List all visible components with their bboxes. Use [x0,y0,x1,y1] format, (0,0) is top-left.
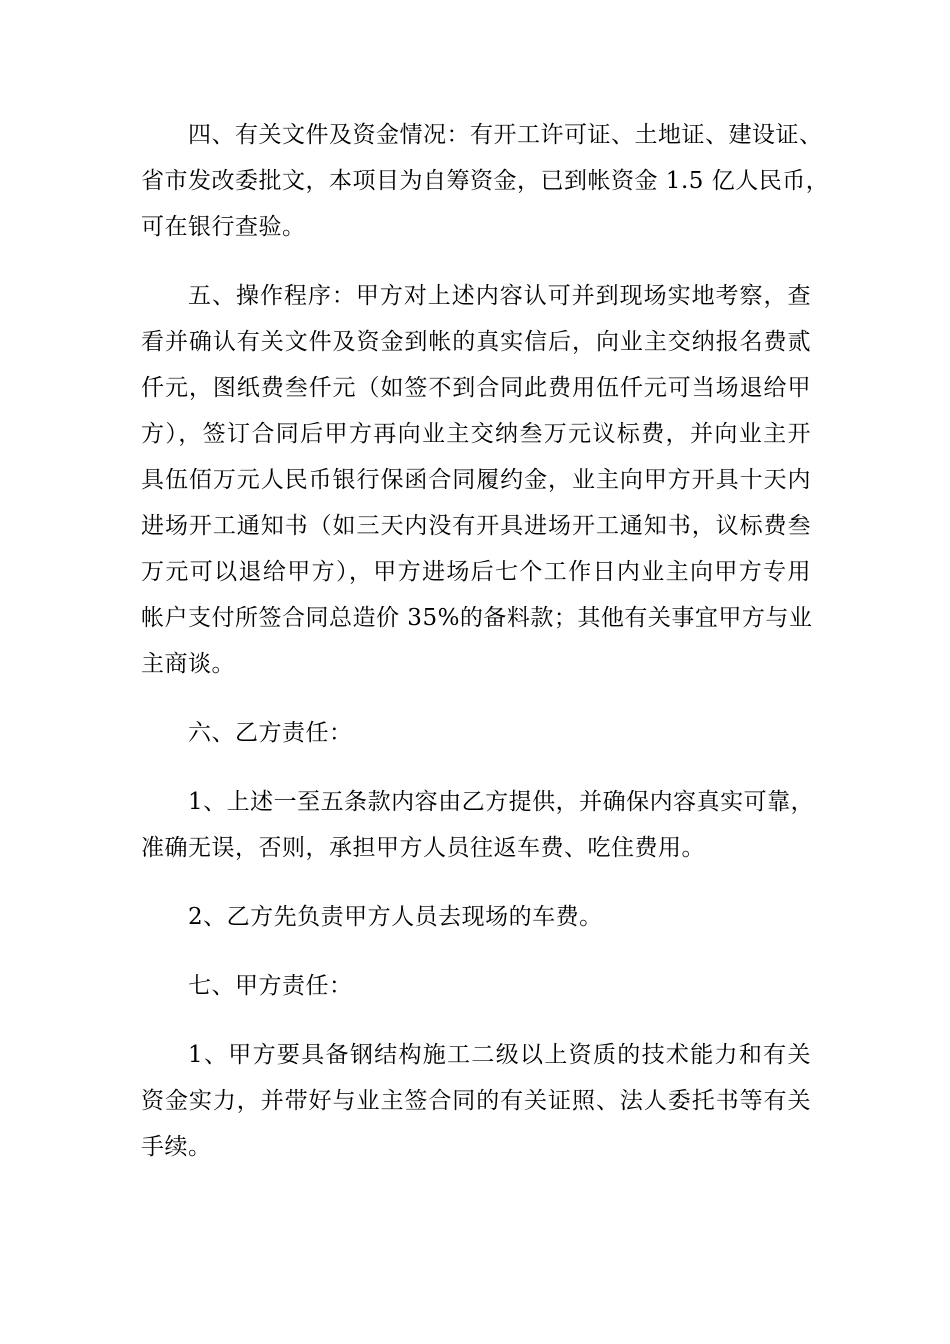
paragraph-section-4 [141,112,830,250]
text-line: 仟元，图纸费叁仟元（如签不到合同此费用伍仟元可当场退给甲 [141,375,811,401]
text-line: 五、操作程序：甲方对上述内容认可并到现场实地考察，查 [188,283,811,309]
text-line: 2、乙方先负责甲方人员去现场的车费。 [188,904,603,930]
text-line: 进场开工通知书（如三天内没有开具进场开工通知书，议标费叁 [141,513,811,539]
text-line: 可在银行查验。 [141,214,306,240]
text-line: 看并确认有关文件及资金到帐的真实信后，向业主交纳报名费贰 [141,329,811,355]
paragraph-section-6-item-1 [141,779,815,871]
text-line: 万元可以退给甲方），甲方进场后七个工作日内业主向甲方专用 [141,559,811,585]
text-line: 方），签订合同后甲方再向业主交纳叁万元议标费，并向业主开 [141,421,811,447]
text-line: 七、甲方责任： [188,973,353,999]
text-line: 手续。 [141,1134,212,1160]
text-line: 帐户支付所签合同总造价 35%的备料款；其他有关事宜甲方与业 [141,605,813,631]
document-body [141,112,830,1193]
heading-section-6 [141,710,811,756]
paragraph-section-6-item-2 [141,894,811,940]
text-line: 四、有关文件及资金情况：有开工许可证、土地证、建设证、 [188,122,823,148]
text-line: 具伍佰万元人民币银行保函合同履约金，业主向甲方开具十天内 [141,467,811,493]
text-line: 六、乙方责任： [188,720,353,746]
text-line: 资金实力，并带好与业主签合同的有关证照、法人委托书等有关 [141,1088,811,1114]
paragraph-section-7-item-1 [141,1032,811,1170]
heading-section-7 [141,963,811,1009]
paragraph-section-5 [141,273,811,687]
text-line: 1、甲方要具备钢结构施工二级以上资质的技术能力和有关 [188,1042,811,1068]
text-line: 准确无误，否则，承担甲方人员往返车费、吃住费用。 [141,835,705,861]
text-line: 1、上述一至五条款内容由乙方提供，并确保内容真实可靠， [188,789,815,815]
text-line: 主商谈。 [141,651,235,677]
text-line: 省市发改委批文，本项目为自筹资金，已到帐资金 1.5 亿人民币， [141,168,830,194]
